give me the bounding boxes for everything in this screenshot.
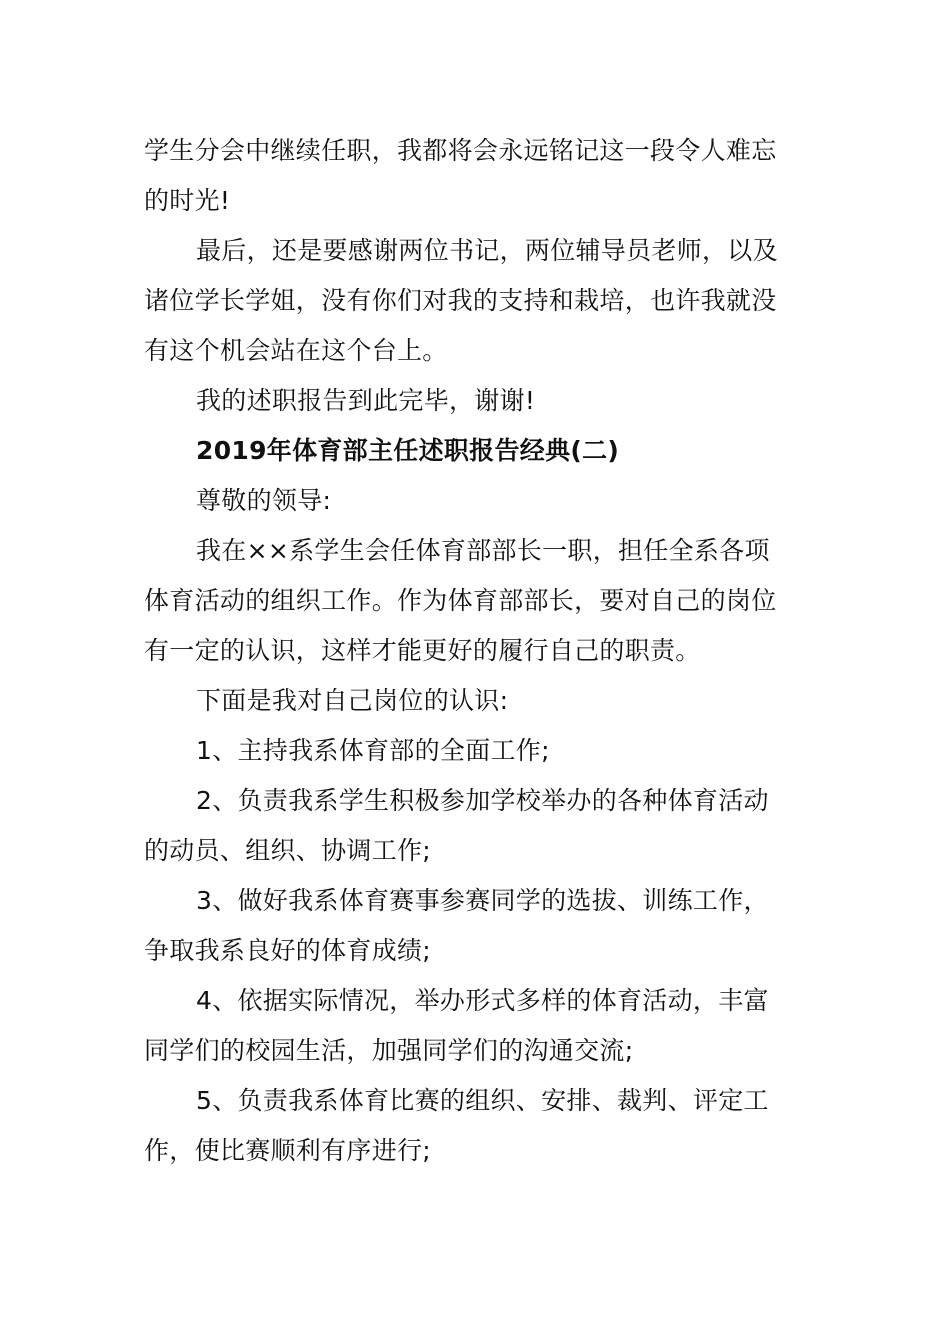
text-line: 我在××系学生会任体育部部长一职，担任全系各项 — [196, 536, 770, 565]
list-item: 1、主持我系体育部的全面工作; — [196, 736, 550, 765]
section-heading: 2019年体育部主任述职报告经典(二) — [196, 436, 620, 465]
text-line: 体育活动的组织工作。作为体育部部长，要对自己的岗位 — [144, 586, 777, 615]
salutation: 尊敬的领导: — [196, 486, 332, 515]
list-item-continuation: 作，使比赛顺利有序进行; — [144, 1136, 432, 1165]
text-line: 诸位学长学姐，没有你们对我的支持和栽培，也许我就没 — [144, 286, 777, 315]
list-item: 3、做好我系体育赛事参赛同学的选拔、训练工作， — [196, 886, 769, 915]
list-item: 4、依据实际情况，举办形式多样的体育活动，丰富 — [196, 986, 769, 1015]
text-line: 有一定的认识，这样才能更好的履行自己的职责。 — [144, 636, 701, 665]
list-item-continuation: 的动员、组织、协调工作; — [144, 836, 432, 865]
text-line: 我的述职报告到此完毕，谢谢! — [196, 386, 536, 415]
text-line: 最后，还是要感谢两位书记，两位辅导员老师，以及 — [196, 236, 778, 265]
document-body — [144, 126, 786, 1176]
list-item-continuation: 同学们的校园生活，加强同学们的沟通交流; — [144, 1036, 634, 1065]
list-item-continuation: 争取我系良好的体育成绩; — [144, 936, 432, 965]
list-item: 2、负责我系学生积极参加学校举办的各种体育活动 — [196, 786, 769, 815]
text-line: 的时光! — [144, 186, 231, 215]
list-item: 5、负责我系体育比赛的组织、安排、裁判、评定工 — [196, 1086, 769, 1115]
text-line: 有这个机会站在这个台上。 — [144, 336, 448, 365]
text-line: 下面是我对自己岗位的认识: — [196, 686, 509, 715]
text-line: 学生分会中继续任职，我都将会永远铭记这一段令人难忘 — [144, 136, 777, 165]
